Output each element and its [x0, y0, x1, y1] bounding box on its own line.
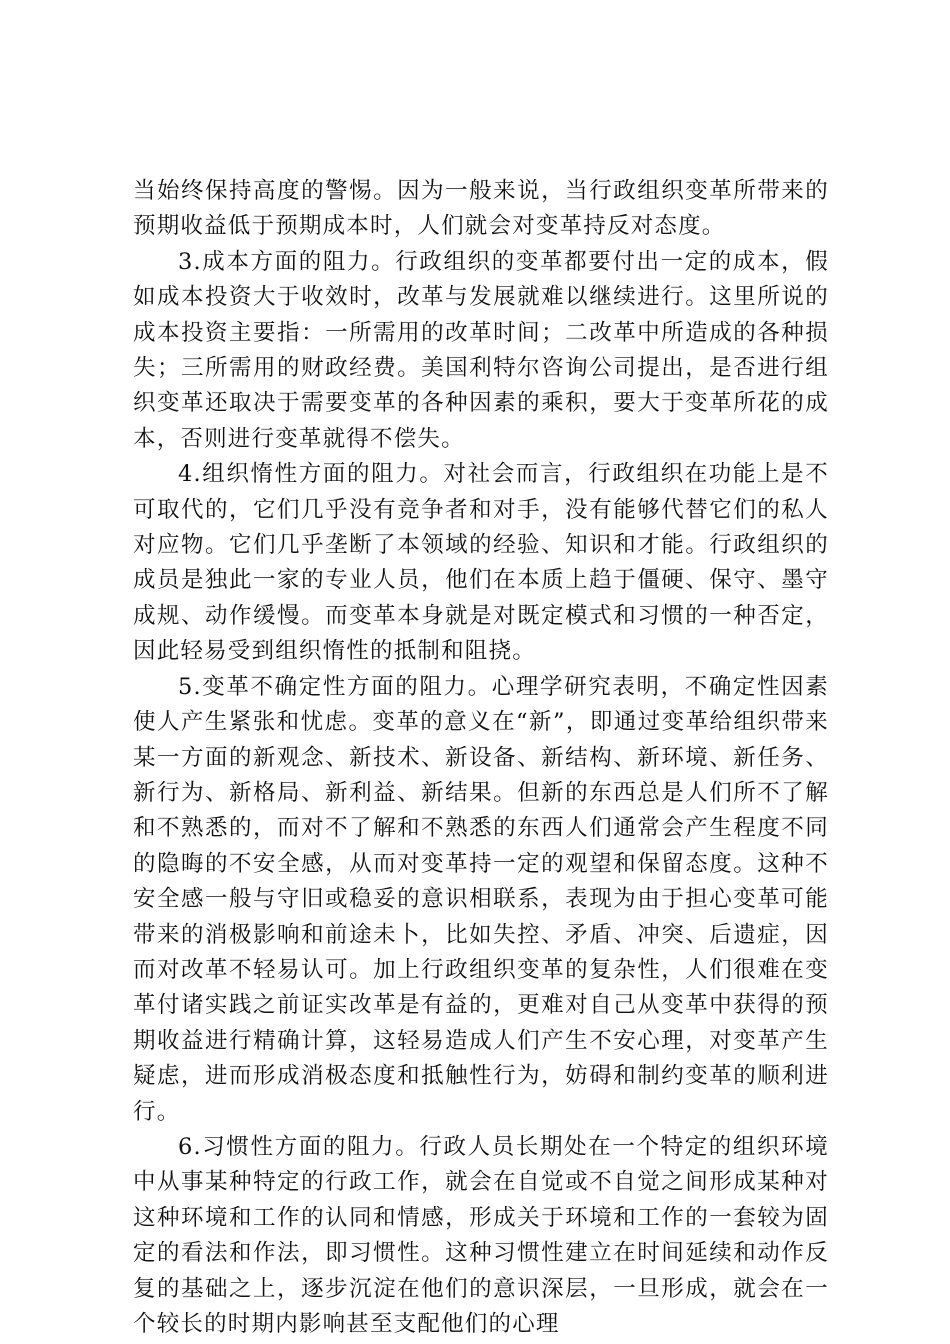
- paragraph-continuation: 当始终保持高度的警惕。因为一般来说，当行政组织变革所带来的预期收益低于预期成本时，人们就会对变革持反对态度。: [133, 178, 829, 240]
- paragraph-inertia-resistance: 4.组织惰性方面的阻力。对社会而言，行政组织在功能上是不可取代的，它们几乎没有竞争者和对手，没有能够代替它们的私人对应物。它们几乎垄断了本领域的经验、知识和才能。行政组织的成员是独此一家的专业人员，他们在本质上趋于僵硬、保守、墨守成规、动作缓慢。而变革本身就是对既定模式和习惯的一种否定，因此轻易受到组织惰性的抵制和阻挠。: [133, 461, 829, 665]
- paragraph-uncertainty-resistance: 5.变革不确定性方面的阻力。心理学研究表明，不确定性因素使人产生紧张和忧虑。变革的意义在“新”，即通过变革给组织带来某一方面的新观念、新技术、新设备、新结构、新环境、新任务、新行为、新格局、新利益、新结果。但新的东西总是人们所不了解和不熟悉的，而对不了解和不熟悉的东西人们通常会产生程度不同的隐晦的不安全感，从而对变革持一定的观望和保留态度。这种不安全感一般与守旧或稳妥的意识相联系，表现为由于担心变革可能带来的消极影响和前途未卜，比如失控、矛盾、冲突、后遗症，因而对改革不轻易认可。加上行政组织变革的复杂性，人们很难在变革付诸实践之前证实改革是有益的，更难对自己从变革中获得的预期收益进行精确计算，这轻易造成人们产生不安心理，对变革产生疑虑，进而形成消极态度和抵触性行为，妨碍和制约变革的顺利进行。: [133, 673, 829, 1125]
- paragraph-habit-resistance: 6.习惯性方面的阻力。行政人员长期处在一个特定的组织环境中从事某种特定的行政工作，就会在自觉或不自觉之间形成某种对这种环境和工作的认同和情感，形成关于环境和工作的一套较为固定的看法和作法，即习惯性。这种习惯性建立在时间延续和动作反复的基础之上，逐步沉淀在他们的意识深层，一旦形成，就会在一个较长的时期内影响甚至支配他们的心理: [133, 1133, 829, 1337]
- document-body: [133, 174, 829, 1342]
- paragraph-cost-resistance: 3.成本方面的阻力。行政组织的变革都要付出一定的成本，假如成本投资大于收效时，改革与发展就难以继续进行。这里所说的成本投资主要指：一所需用的改革时间；二改革中所造成的各种损失；三所需用的财政经费。美国利特尔咨询公司提出，是否进行组织变革还取决于需要变革的各种因素的乘积，要大于变革所花的成本，否则进行变革就得不偿失。: [133, 248, 829, 452]
